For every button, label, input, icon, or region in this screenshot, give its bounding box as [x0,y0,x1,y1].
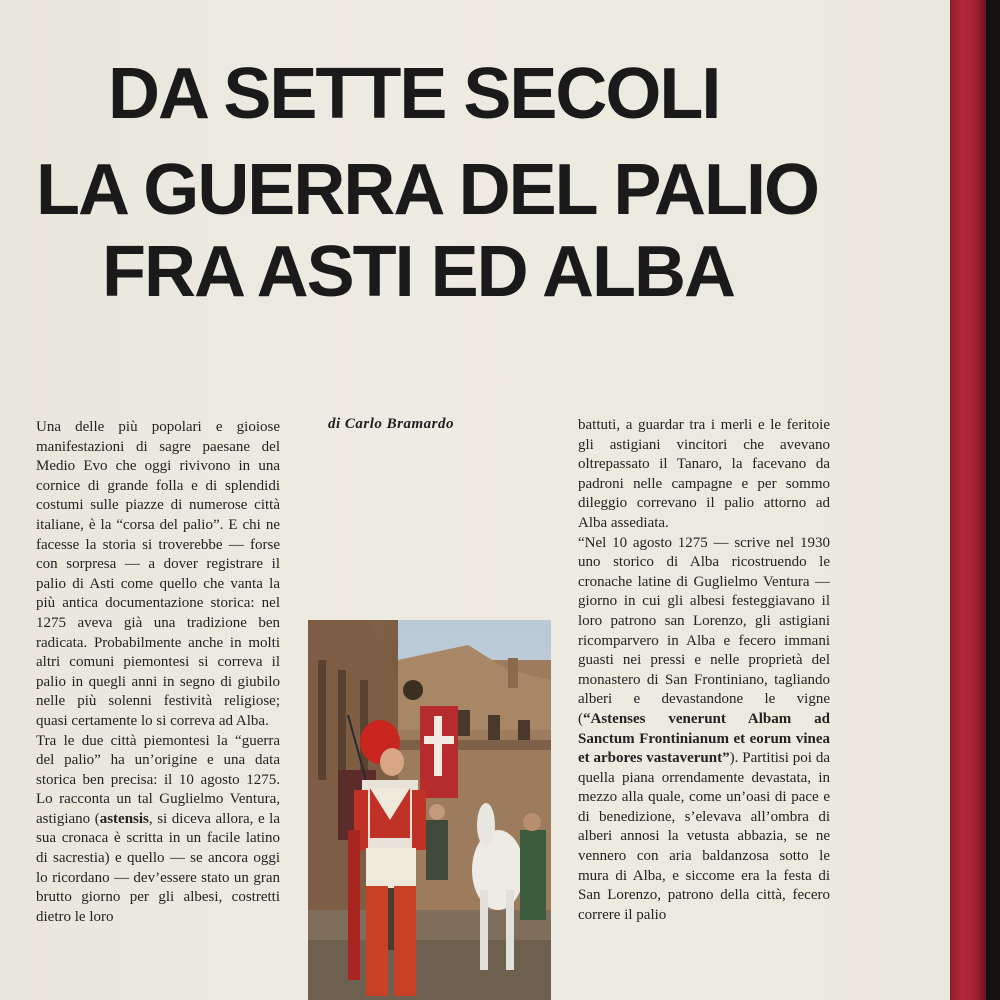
paragraph [578,534,830,926]
headline-line-2: LA GUERRA DEL PALIO [36,150,819,230]
text-run: Tra le due città piemontesi la “guerra del palio” ha un’origine e una data storica ben precisa: il 10 agosto 1275. Lo racconta un tal Guglielmo Ventura, astigiano ( [36,732,280,827]
headline-line-1: DA SETTE SECOLI [108,54,720,134]
article-column-right [578,416,830,925]
headline [0,0,958,320]
author-byline: di Carlo Bramardo [328,416,455,432]
paragraph: battuti, a guardar tra i merli e le feritoie gli astigiani vincitori che avevano oltrepassato il Tanaro, la facevano da padroni nelle campagne e per sommo dileggio correvano il palio attorno ad Alba assediata. [578,417,830,531]
text-run: ). Partitisi poi da quella piana orrendamente devastata, in mezzo alla quale, come un’oasi di pace e di benedizione, s’elevava all’ombra di alberi annosi la vetusta abbazia, se ne vennero con aria baldanzosa sotto le mura di Alba, e siccome era la festa di San Lorenzo, patrono della città, fecero correre il palio [578,750,830,923]
bold-term: astensis [99,810,149,827]
bold-quote: “Astenses venerunt Albam ad Sanctum Frontinianum et eorum vinea et arbores vastaverunt” [578,710,830,767]
text-run: “Nel 10 agosto 1275 — scrive nel 1930 uno storico di Alba ricostruendo le cronache latine di Guglielmo Ventura — giorno in cui gli albesi festeggiavano il loro patrono san Lorenzo, gli astigiani ricomparvero in Alba e fecero immani guasti nei pressi e nelle proprietà del monastero di San Frontiniano, tagliando alberi e devastandone le vigne ( [578,534,830,727]
headline-line-3: FRA ASTI ED ALBA [102,232,734,312]
article-column-left [36,418,280,927]
paragraph: Una delle più popolari e gioiose manifestazioni di sagre paesane del Medio Evo che oggi rivivono in una cornice di grande folla e di splendidi costumi sulle piazze di numerose città italiane, è la “corsa del palio”. E chi ne facesse la storia si troverebbe — forse con sorpresa — a dover registrare il palio di Asti come quello che vanta la più antica documentazione storica: nel 1275 aveva già una tradizione ben radicata. Probabilmente anche in molti altri comuni piemontesi si correva il palio in quegli anni in segno di giubilo nelle più solenni festività religiose; quasi certamente lo si correva ad Alba. [36,419,280,729]
red-binding-edge [950,0,986,1000]
text-run: , si diceva allora, e la sua cronaca è scritta in un facile latino di sacrestia) e quello — se ancora oggi lo ricordano — dev’essere stato un gran brutto giorno per gli albesi, costretti dietro le loro [36,810,280,925]
dark-background-edge [986,0,1000,1000]
palio-parade-photo [308,620,551,1000]
paragraph [36,732,280,928]
